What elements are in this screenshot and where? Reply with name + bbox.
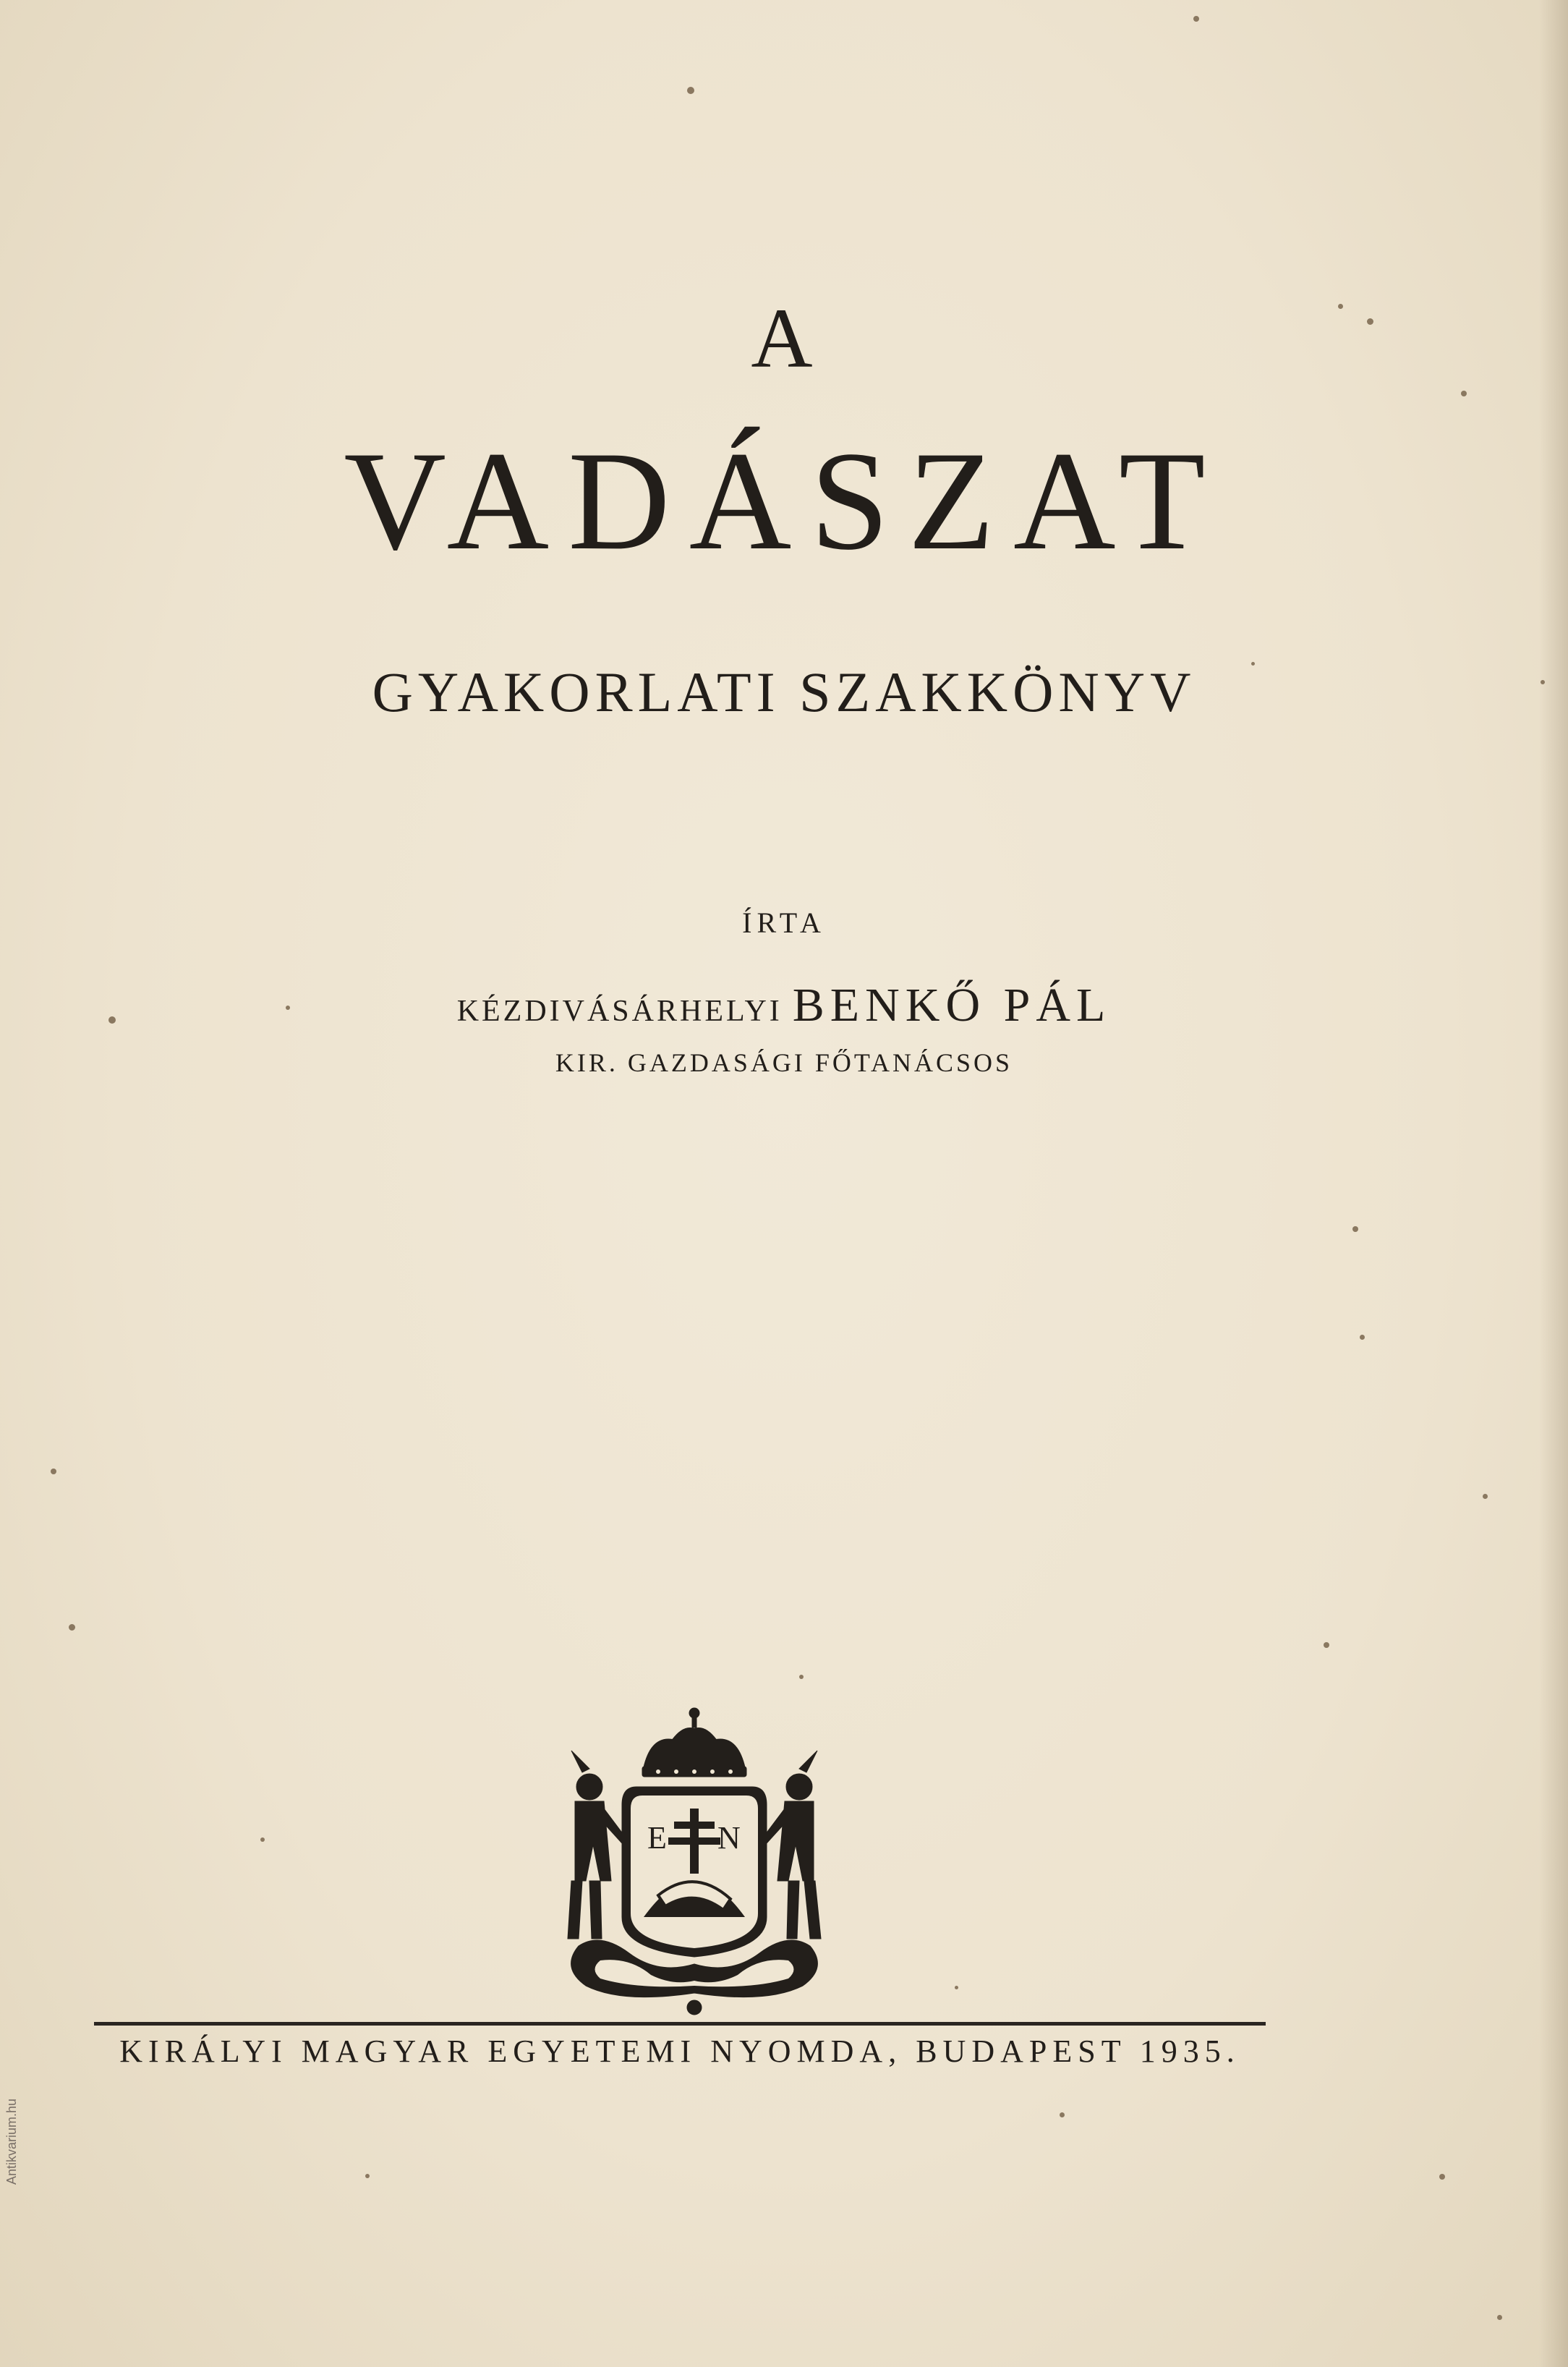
- coat-of-arms-icon: [550, 1700, 839, 2018]
- speck: [1360, 1335, 1365, 1340]
- speck: [687, 87, 694, 94]
- speck: [1352, 1226, 1358, 1232]
- speck: [1439, 2174, 1445, 2180]
- author-place: KÉZDIVÁSÁRHELYI: [456, 995, 783, 1028]
- watermark: Antikvarium.hu: [4, 2098, 19, 2185]
- author-position: KIR. GAZDASÁGI FŐTANÁCSOS: [555, 1048, 1013, 1077]
- speck: [69, 1624, 75, 1631]
- publisher-line: KIRÁLYI MAGYAR EGYETEMI NYOMDA, BUDAPEST 1935.: [119, 2034, 1240, 2069]
- speck: [1483, 1494, 1488, 1499]
- speck: [1060, 2112, 1065, 2117]
- speck: [1193, 16, 1199, 22]
- book-title: VADÁSZAT: [344, 422, 1224, 579]
- svg-text:N: N: [717, 1820, 741, 1856]
- title-article: A: [751, 291, 817, 386]
- speck: [365, 2174, 370, 2178]
- author-line: [0, 978, 1568, 1033]
- speck: [799, 1675, 804, 1679]
- speck: [1461, 391, 1467, 396]
- written-by-label: ÍRTA: [742, 906, 826, 939]
- author-name: BENKŐ PÁL: [792, 979, 1112, 1032]
- speck: [1324, 1642, 1329, 1648]
- horizontal-rule: [94, 2022, 1266, 2026]
- speck: [260, 1837, 265, 1842]
- book-subtitle: GYAKORLATI SZAKKÖNYV: [372, 660, 1196, 723]
- speck: [955, 1986, 958, 1989]
- speck: [51, 1469, 56, 1474]
- speck: [1497, 2315, 1502, 2320]
- svg-text:E: E: [647, 1820, 667, 1856]
